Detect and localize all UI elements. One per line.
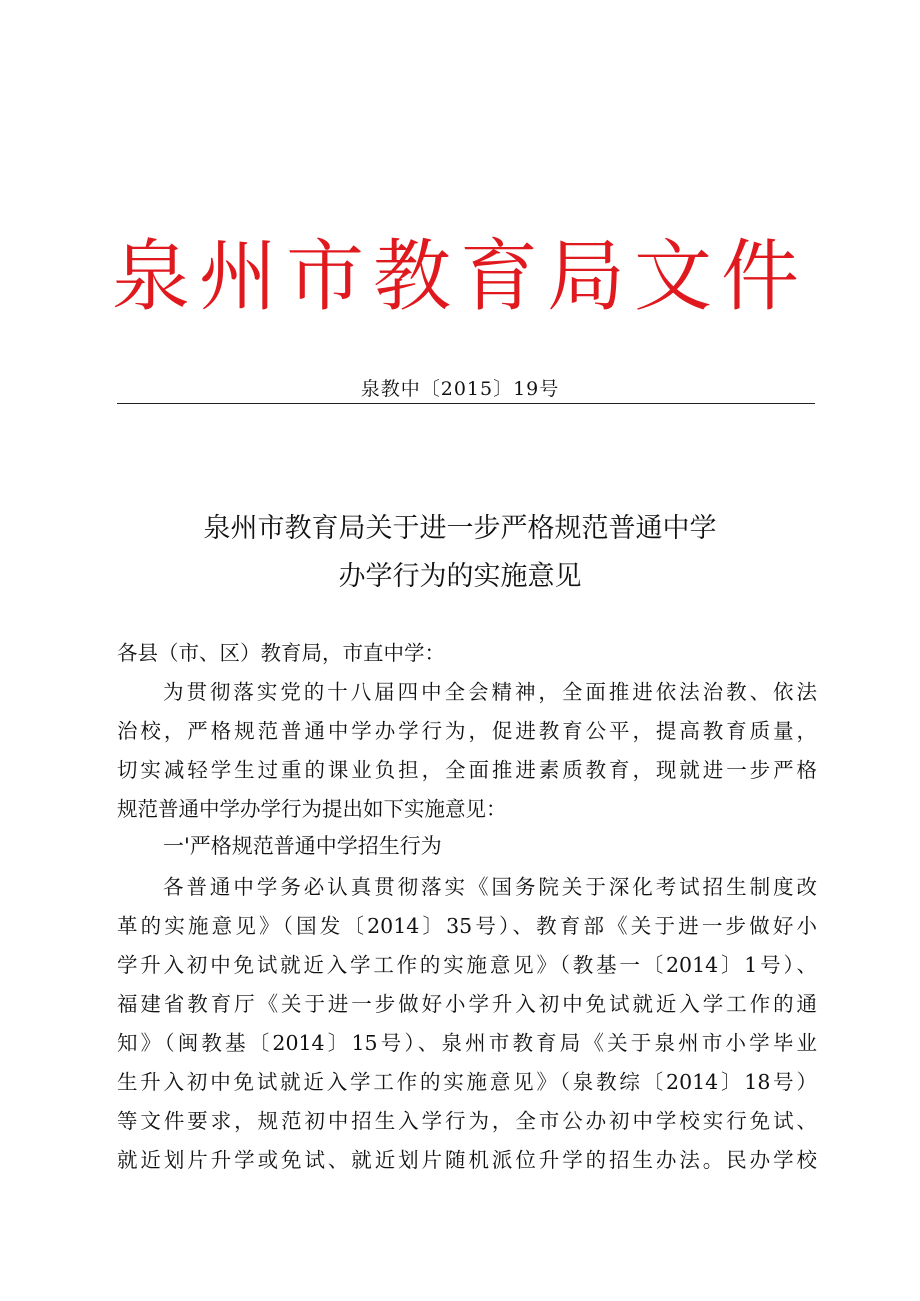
paragraph-2-line-4: 福建省教育厅《关于进一步做好小学升入初中免试就近入学工作的通 [117, 992, 817, 1016]
paragraph-2-line-5: 知》（闽教基〔2014〕15号）、泉州市教育局《关于泉州市小学毕业 [117, 1031, 817, 1055]
paragraph-1-line-3: 切实减轻学生过重的课业负担，全面推进素质教育，现就进一步严格 [117, 758, 817, 782]
red-header-title: 泉州市教育局文件 [111, 232, 808, 322]
document-title-line-1: 泉州市教育局关于进一步严格规范普通中学 [203, 513, 717, 544]
paragraph-2-line-2: 革的实施意见》（国发〔2014〕35号）、教育部《关于进一步做好小 [117, 914, 817, 938]
paragraph-2-line-7: 等文件要求，规范初中招生入学行为，全市公办初中学校实行免试、 [117, 1109, 817, 1133]
document-number: 泉教中〔2015〕19号 [360, 378, 560, 400]
header-divider [117, 403, 815, 404]
paragraph-2-line-8: 就近划片升学或免试、就近划片随机派位升学的招生办法。民办学校 [117, 1148, 817, 1172]
paragraph-1-line-4: 规范普通中学办学行为提出如下实施意见： [117, 797, 507, 821]
paragraph-1-line-1: 为贯彻落实党的十八届四中全会精神，全面推进依法治教、依法 [163, 680, 817, 704]
paragraph-2-line-6: 生升入初中免试就近入学工作的实施意见》（泉教综〔2014〕18号） [117, 1070, 817, 1094]
salutation: 各县（市、区）教育局，市直中学： [117, 641, 445, 665]
paragraph-2-line-3: 学升入初中免试就近入学工作的实施意见》（教基一〔2014〕1号）、 [117, 953, 817, 977]
document-title-line-2: 办学行为的实施意见 [338, 561, 582, 592]
paragraph-2-line-1: 各普通中学务必认真贯彻落实《国务院关于深化考试招生制度改 [163, 875, 817, 899]
paragraph-1-line-2: 治校，严格规范普通中学办学行为，促进教育公平，提高教育质量， [117, 719, 817, 743]
section-1-heading: 一'严格规范普通中学招生行为 [163, 834, 442, 858]
